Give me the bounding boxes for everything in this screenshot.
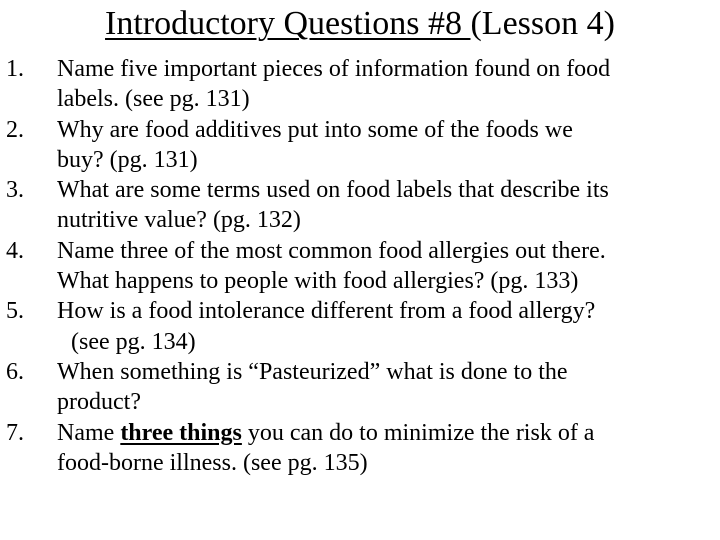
question-text-line: When something is “Pasteurized” what is done to the xyxy=(57,358,568,385)
question-number: 7. xyxy=(6,419,24,446)
question-item xyxy=(0,296,715,357)
question-item xyxy=(0,357,715,418)
emphasized-text: three things xyxy=(120,419,242,446)
question-number: 2. xyxy=(6,116,24,143)
question-text-line: What are some terms used on food labels that describe its xyxy=(57,177,609,204)
question-text-line: labels. (see pg. 131) xyxy=(57,86,250,113)
question-item xyxy=(0,175,715,236)
question-text-after: you can do to minimize the risk of a xyxy=(241,419,595,446)
question-text-line: Name five important pieces of information found on food xyxy=(57,56,611,82)
title-lesson: (Lesson 4) xyxy=(470,5,615,42)
question-text-line xyxy=(57,418,715,448)
question-text-before: Name xyxy=(57,419,121,446)
question-number: 3. xyxy=(6,177,24,204)
question-text-line: product? xyxy=(57,389,141,416)
question-number: 1. xyxy=(6,56,24,82)
question-number: 4. xyxy=(6,237,24,264)
page-title xyxy=(0,2,720,46)
question-text-line: (see pg. 134) xyxy=(71,328,196,355)
question-text-line: Why are food additives put into some of the foods we xyxy=(57,116,573,143)
question-number: 5. xyxy=(6,298,24,325)
title-main: Introductory Questions #8 xyxy=(105,5,471,42)
question-item xyxy=(0,236,715,297)
question-item xyxy=(0,54,715,115)
question-text-line: Name three of the most common food allergies out there. xyxy=(57,237,606,264)
question-item xyxy=(0,418,715,479)
question-text-line: food-borne illness. (see pg. 135) xyxy=(57,449,368,476)
question-text-line: What happens to people with food allergies? (pg. 133) xyxy=(57,268,579,295)
question-text-line: How is a food intolerance different from a food allergy? xyxy=(57,298,596,325)
question-item xyxy=(0,115,715,176)
question-text-line: buy? (pg. 131) xyxy=(57,146,198,173)
question-text-line: nutritive value? (pg. 132) xyxy=(57,207,301,234)
question-number: 6. xyxy=(6,358,24,385)
question-list xyxy=(0,54,715,478)
